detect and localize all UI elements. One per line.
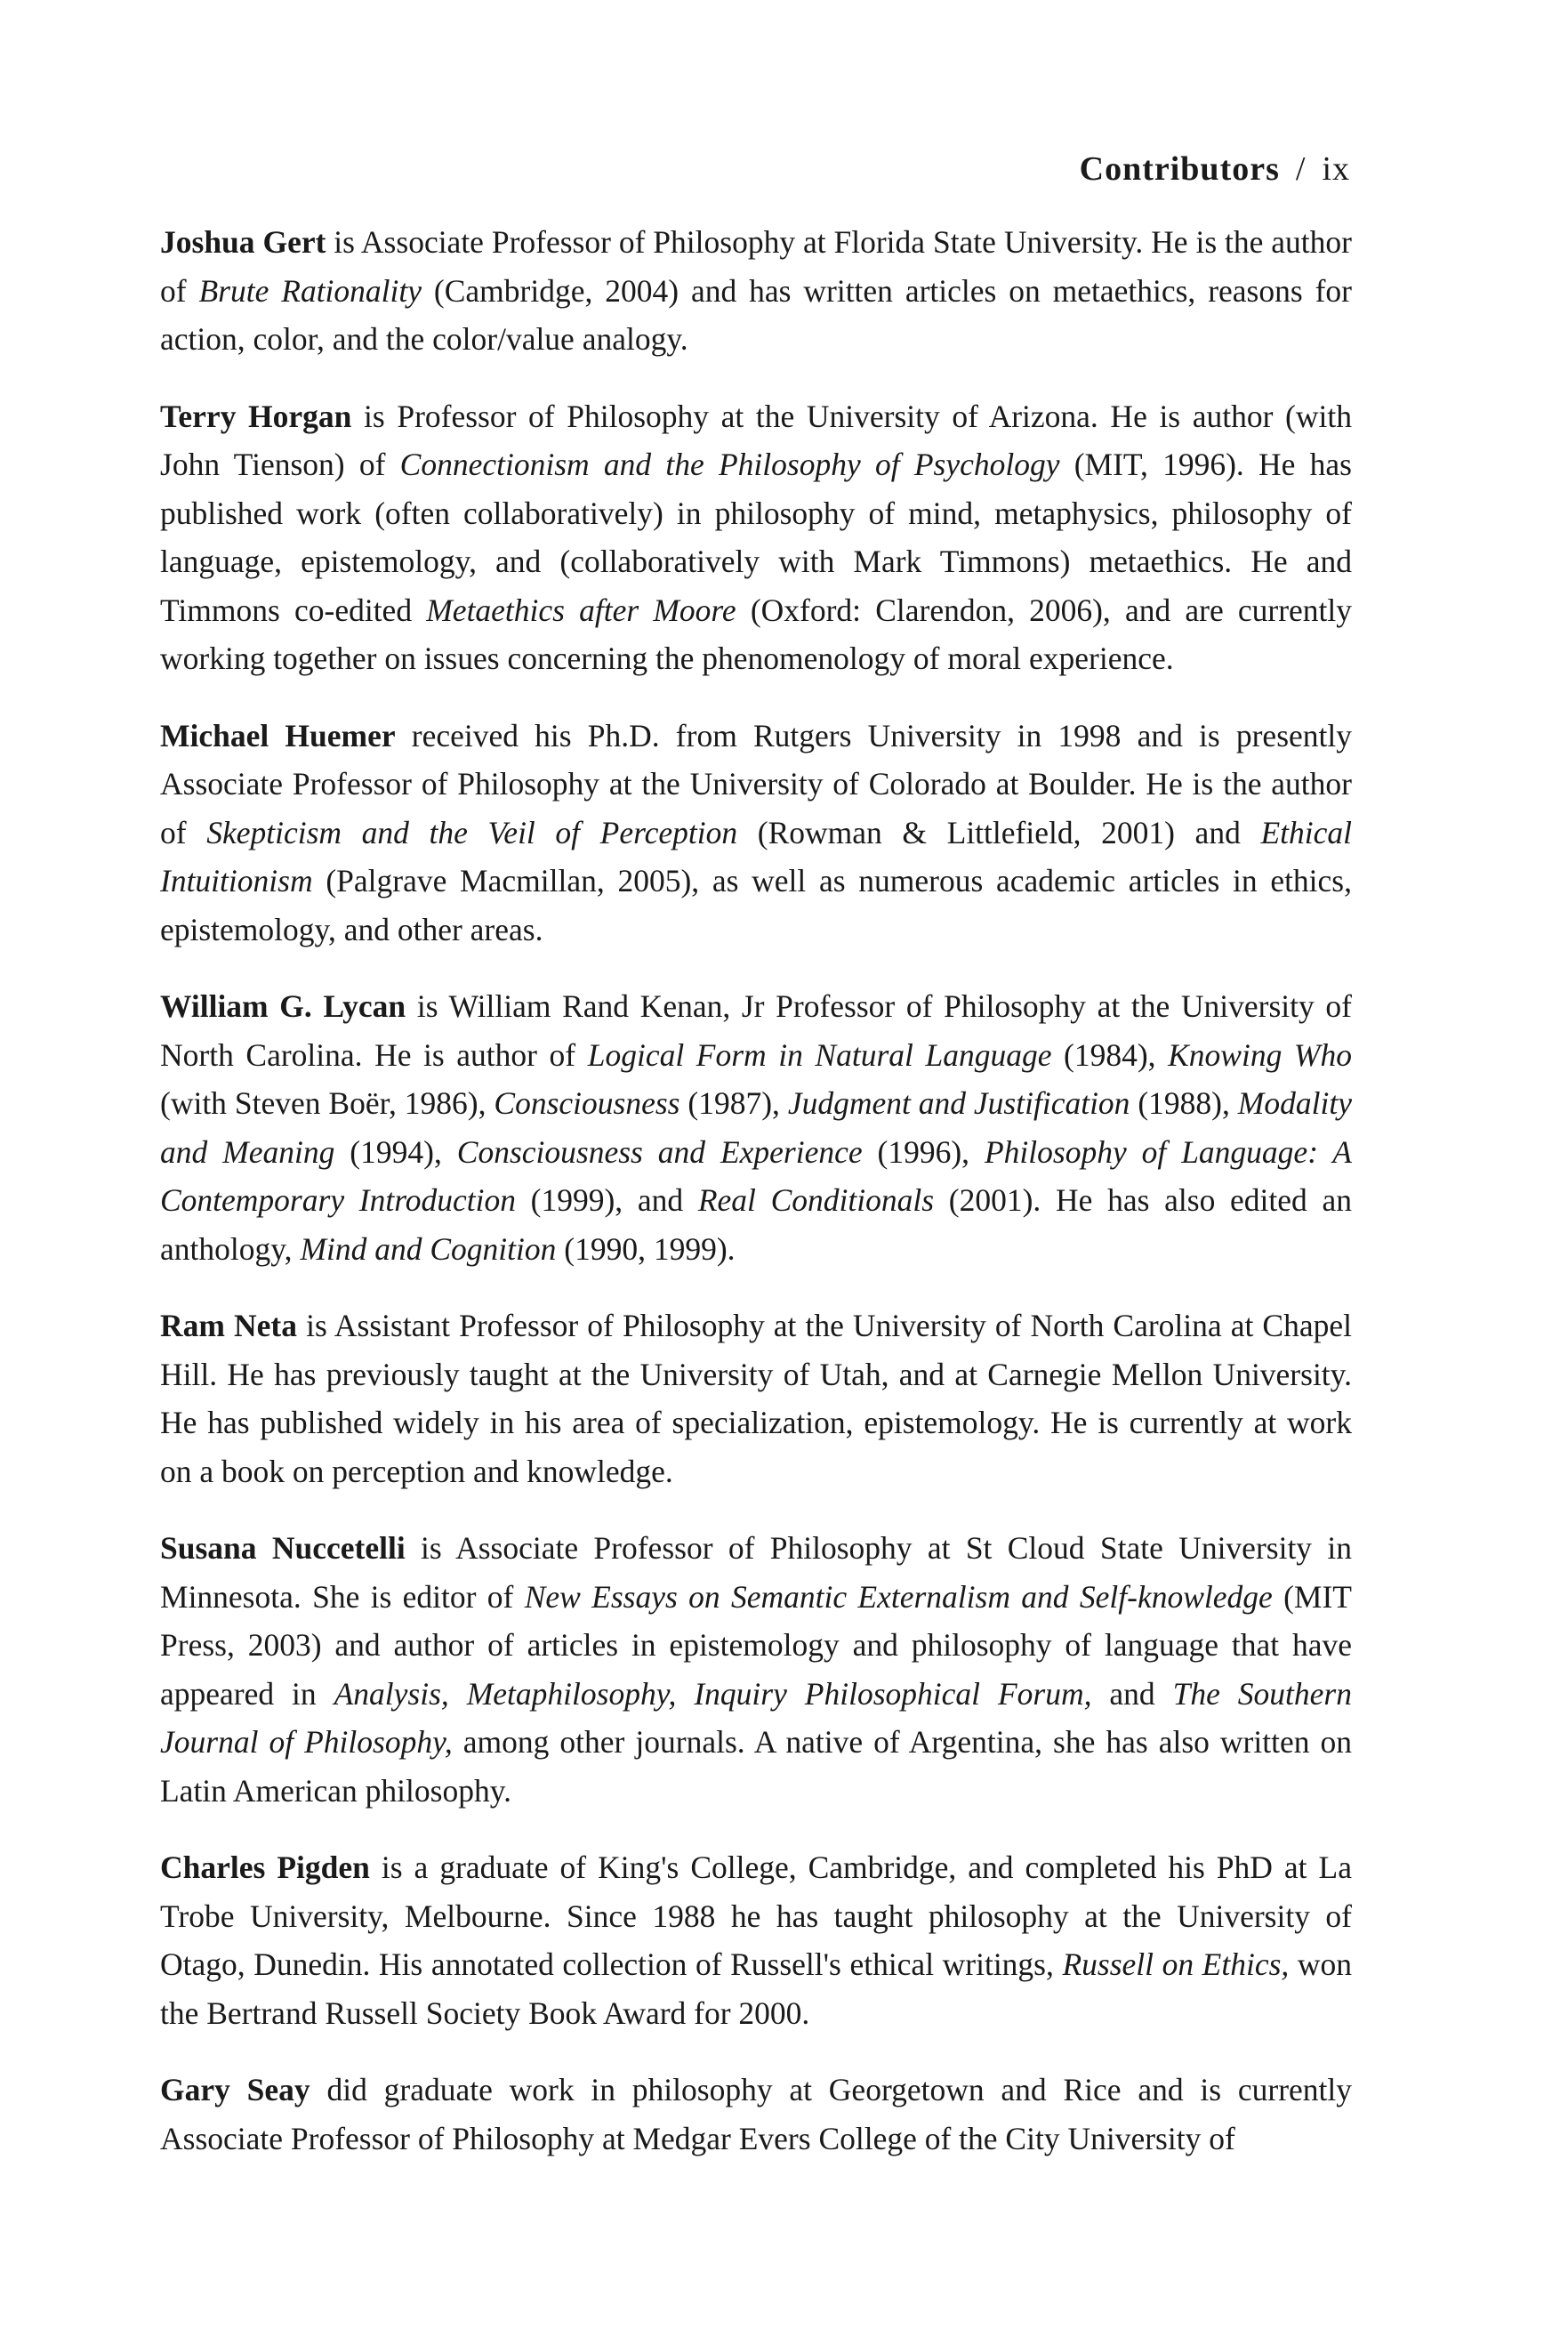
bio-text: is William Rand Kenan, Jr Professor of Philosophy at the University of North Carolina. He is author of xyxy=(160,988,1352,1073)
bio-text: (1996), xyxy=(862,1133,985,1170)
bio-text: (1988), xyxy=(1130,1085,1238,1121)
work-title: Judgment and Justification xyxy=(787,1085,1130,1121)
bio-text: (1987), xyxy=(679,1085,788,1121)
work-title: Mind and Cognition xyxy=(300,1230,557,1267)
header-separator: / xyxy=(1295,150,1307,188)
contributor-entry xyxy=(160,1843,1352,2037)
page-number: ix xyxy=(1322,150,1350,188)
contributor-entry xyxy=(160,2066,1352,2163)
bio-text: is Assistant Professor of Philosophy at the University of North Carolina at Chapel Hill. He has previously taught at the University of Utah, and at Carnegie Mellon University. He has published widely in his area of specialization, epistemology. He is currently at work on a book on perception and knowledge. xyxy=(160,1308,1352,1489)
work-title: Brute Rationality xyxy=(198,272,422,309)
bio-text: (1984), xyxy=(1051,1036,1169,1073)
bio-text: (1994), xyxy=(334,1133,457,1170)
contributor-entry xyxy=(160,218,1352,364)
work-title: Connectionism and the Philosophy of Psychology xyxy=(399,447,1060,482)
contributor-name: William G. Lycan xyxy=(160,988,406,1024)
work-title: Consciousness and Experience xyxy=(456,1133,863,1170)
work-title: Modality and Meaning xyxy=(160,1085,1352,1170)
contributor-name: Michael Huemer xyxy=(160,717,396,753)
bio-text: among other journals. A native of Argentina, she has also written on Latin American philosophy. xyxy=(160,1724,1352,1809)
bio-text: is a graduate of King's College, Cambridge, and completed his PhD at La Trobe University, Melbourne. Since 1988 he has taught philosophy at the University of Otago, Dunedin. His annotated collection of Russell's ethical writings, xyxy=(160,1849,1352,1982)
contributor-entry xyxy=(160,712,1352,955)
bio-text: (MIT, 1996). He has published work (often collaboratively) in philosophy of mind, metaphysics, philosophy of language, epistemology, and (collaboratively with Mark Timmons) metaethics. He and Timmons co-edited xyxy=(160,447,1352,628)
bio-text: (Rowman & Littlefield, 2001) and xyxy=(737,814,1261,850)
work-title: Consciousness xyxy=(494,1085,680,1121)
bio-text: (Oxford: Clarendon, 2006), and are currently working together on issues concerning the phenomenology of moral experience. xyxy=(160,592,1352,676)
header-title: Contributors xyxy=(1079,150,1280,188)
bio-text: (Palgrave Macmillan, 2005), as well as numerous academic articles in ethics, epistemology, and other areas. xyxy=(160,863,1352,947)
contributor-entry xyxy=(160,982,1352,1273)
work-title: Real Conditionals xyxy=(697,1182,935,1218)
work-title: Analysis, Metaphilosophy, Inquiry Philosophical Forum, xyxy=(334,1675,1092,1712)
contributor-name: Charles Pigden xyxy=(160,1849,370,1885)
work-title: Metaethics after Moore xyxy=(426,592,736,628)
bio-text: (MIT Press, 2003) and author of articles in epistemology and philosophy of language that have appeared in xyxy=(160,1578,1352,1712)
work-title: The Southern Journal of Philosophy, xyxy=(160,1675,1352,1760)
work-title: Ethical Intuitionism xyxy=(160,814,1352,899)
bio-text: (with Steven Boër, 1986), xyxy=(160,1085,495,1121)
work-title: Knowing Who xyxy=(1168,1036,1352,1073)
bio-text: is Associate Professor of Philosophy at Florida State University. He is the author of xyxy=(160,224,1352,309)
work-title: Philosophy of Language: A Contemporary Introduction xyxy=(160,1133,1352,1218)
contributor-name: Susana Nuccetelli xyxy=(160,1530,406,1566)
bio-text: and xyxy=(1091,1675,1173,1712)
contributor-name: Joshua Gert xyxy=(160,224,326,260)
bio-text: (Cambridge, 2004) and has written articles on metaethics, reasons for action, color, and the color/value analogy. xyxy=(160,272,1352,357)
bio-text: (1990, 1999). xyxy=(556,1230,736,1267)
contributor-name: Ram Neta xyxy=(160,1308,297,1343)
bio-text: received his Ph.D. from Rutgers University in 1998 and is presently Associate Professor of Philosophy at the University of Colorado at Boulder. He is the author of xyxy=(160,717,1352,850)
bio-text: (2001). He has also edited an anthology, xyxy=(160,1182,1352,1267)
bio-text: is Professor of Philosophy at the University of Arizona. He is author (with John Tienson) of xyxy=(160,398,1352,482)
bio-text: (1999), and xyxy=(515,1182,698,1218)
work-title: Skepticism and the Veil of Perception xyxy=(206,814,738,850)
work-title: New Essays on Semantic Externalism and Self-knowledge xyxy=(524,1578,1273,1615)
contributor-entry xyxy=(160,1524,1352,1815)
bio-text: did graduate work in philosophy at Georgetown and Rice and is currently Associate Professor of Philosophy at Medgar Evers College of the City University of xyxy=(160,2072,1352,2156)
contributor-name: Terry Horgan xyxy=(160,398,352,434)
work-title: Russell on Ethics, xyxy=(1062,1946,1290,1982)
contributors-list xyxy=(160,218,1352,2191)
contributor-entry xyxy=(160,392,1352,683)
work-title: Logical Form in Natural Language xyxy=(587,1036,1052,1073)
running-header xyxy=(1080,149,1350,189)
contributor-name: Gary Seay xyxy=(160,2072,310,2107)
bio-text: won the Bertrand Russell Society Book Award for 2000. xyxy=(160,1946,1353,2031)
bio-text: is Associate Professor of Philosophy at St Cloud State University in Minnesota. She is editor of xyxy=(160,1530,1352,1615)
contributor-entry xyxy=(160,1301,1352,1495)
